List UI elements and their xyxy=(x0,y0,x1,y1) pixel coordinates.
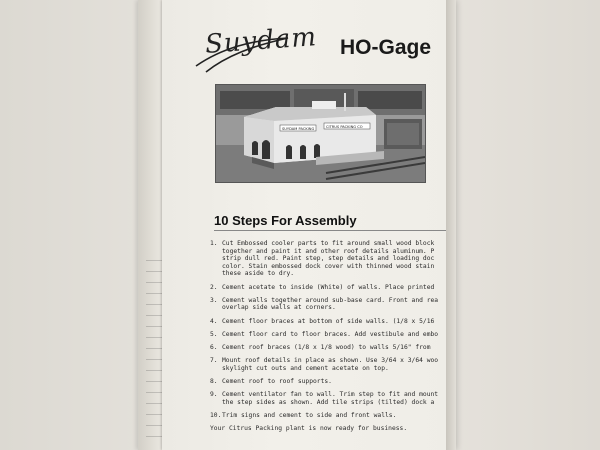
step-item xyxy=(210,297,454,312)
step-text: Trim signs and cement to side and front walls. xyxy=(222,411,397,419)
photo-sign-left: SUYDAM PACKING xyxy=(282,127,315,131)
step-text: Cement acetate to inside (White) of walls. Place printed xyxy=(222,283,435,291)
product-photo xyxy=(215,84,426,183)
heading-rule xyxy=(214,230,454,231)
step-text: skylight cut outs and cement acetate on top. xyxy=(222,364,389,372)
step-item xyxy=(210,378,454,386)
step-item xyxy=(210,240,454,278)
step-item xyxy=(210,318,454,326)
step-item xyxy=(210,357,454,372)
step-text: together and paint it and other roof details aluminum. P xyxy=(222,247,435,255)
page-edge-shadow xyxy=(446,0,456,450)
step-text: overlap side walls at corners. xyxy=(222,304,336,312)
step-text: the step sides as shown. Add tile strips (tilted) dock a xyxy=(222,398,435,406)
photo-sign-right: CITRUS PACKING CO xyxy=(326,125,363,129)
step-number: 4. xyxy=(210,317,218,325)
step-number: 3. xyxy=(210,296,218,304)
step-text: Cement roof braces (1/8 x 1/8 wood) to walls 5/16" from xyxy=(222,343,431,351)
assembly-heading: 10 Steps For Assembly xyxy=(214,213,357,228)
step-number: 1. xyxy=(210,240,218,247)
step-item xyxy=(210,344,454,352)
brand-title: HO-Gage xyxy=(340,36,432,59)
assembly-steps xyxy=(210,240,454,425)
step-number: 2. xyxy=(210,283,218,291)
closing-line: Your Citrus Packing plant is now ready for business. xyxy=(210,425,408,432)
instruction-page xyxy=(162,0,454,450)
step-item xyxy=(210,284,454,292)
step-item xyxy=(210,331,454,339)
step-number: 7. xyxy=(210,357,218,365)
packing-plant-model-illustration xyxy=(216,85,425,182)
step-number: 10. xyxy=(210,411,222,419)
step-text: Cement floor braces at bottom of side walls. (1/8 x 5/16 xyxy=(222,317,435,325)
step-text: Cut Embossed cooler parts to fit around small wood block xyxy=(222,240,435,247)
step-item xyxy=(210,412,454,420)
step-text: Cement ventilator fan to wall. Trim step to fit and mount xyxy=(222,391,439,399)
step-text: strip dull red. Paint step, step details and loading doc xyxy=(222,255,435,263)
step-text: color. Stain embossed dock cover with thinned wood stain xyxy=(222,262,435,270)
step-text: Cement floor card to floor braces. Add vestibule and embo xyxy=(222,330,439,338)
step-number: 5. xyxy=(210,330,218,338)
step-text: these aside to dry. xyxy=(222,270,295,278)
step-text: Mount roof details in place as shown. Use 3/64 x 3/64 woo xyxy=(222,357,439,365)
step-number: 8. xyxy=(210,377,218,385)
step-number: 6. xyxy=(210,343,218,351)
suydam-logo: Suydam xyxy=(204,22,318,60)
step-number: 9. xyxy=(210,391,218,399)
step-text: Cement walls together around sub-base card. Front and rea xyxy=(222,296,439,304)
step-item xyxy=(210,391,454,406)
step-text: Cement roof to roof supports. xyxy=(222,377,332,385)
